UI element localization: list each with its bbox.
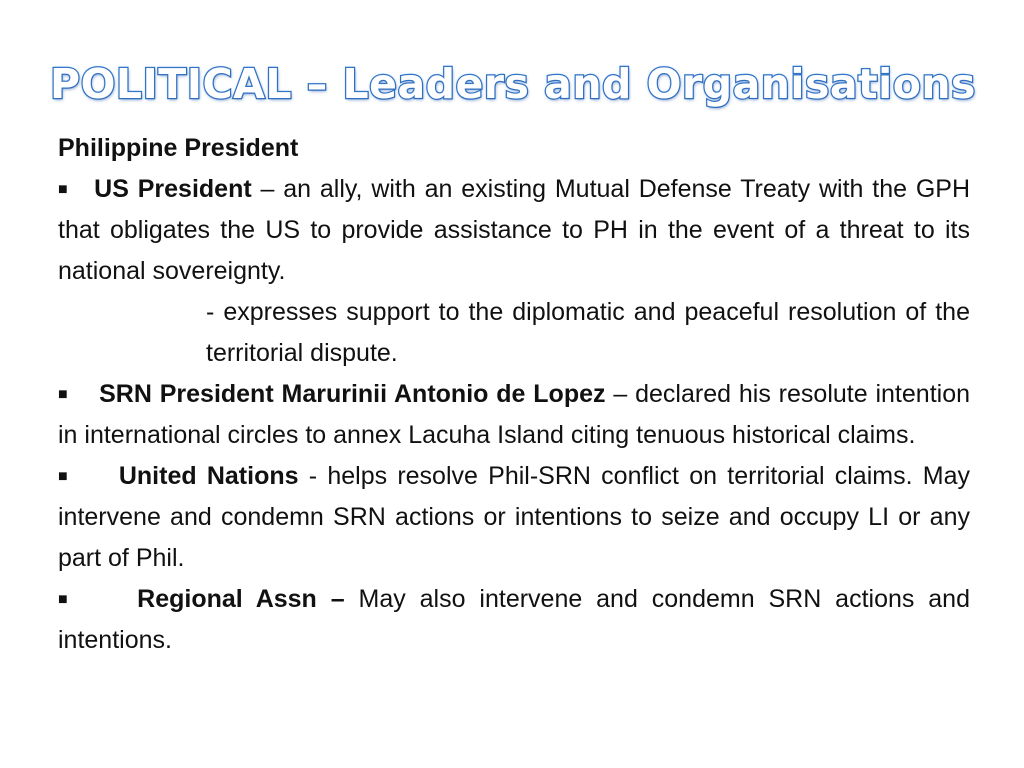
slide-title: POLITICAL – Leaders and Organisations (50, 60, 976, 108)
item-separator: - (298, 462, 328, 490)
item-label: United Nations (118, 462, 299, 490)
list-item-srn-president (58, 374, 970, 456)
list-item-us-president (58, 169, 970, 292)
list-item-continuation (58, 292, 970, 374)
list-item-united-nations (58, 456, 970, 579)
item-label: Regional Assn – (137, 585, 345, 613)
item-text: an ally, with an existing Mutual Defense Treaty with the GPH that obligates the US to provide assistance to PH in the event of a threat to its national sovereignty. (58, 175, 971, 285)
square-bullet-icon: ■ (58, 468, 68, 485)
section-heading: Philippine President (58, 134, 299, 162)
list-item-regional-assn (58, 579, 970, 661)
item-text: May also intervene and condemn SRN actions and intentions. (58, 585, 970, 654)
item-label: US President (94, 175, 252, 203)
item-text: - expresses support to the diplomatic and peaceful resolution of the territorial dispute. (206, 298, 970, 367)
square-bullet-icon: ■ (58, 181, 68, 198)
square-bullet-icon: ■ (58, 386, 68, 403)
item-text: declared his resolute intention in international circles to annex Lacuha Island citing tenuous historical claims. (58, 380, 970, 449)
item-label: SRN President Marurinii Antonio de Lopez (99, 380, 606, 408)
item-separator: – (605, 380, 636, 408)
item-separator (345, 585, 359, 613)
item-text: helps resolve Phil-SRN conflict on territorial claims. May intervene and condemn SRN actions or intentions to seize and occupy LI or any part of Phil. (58, 462, 970, 572)
slide-body (58, 128, 970, 661)
item-separator: – (251, 175, 284, 203)
square-bullet-icon: ■ (58, 591, 68, 608)
